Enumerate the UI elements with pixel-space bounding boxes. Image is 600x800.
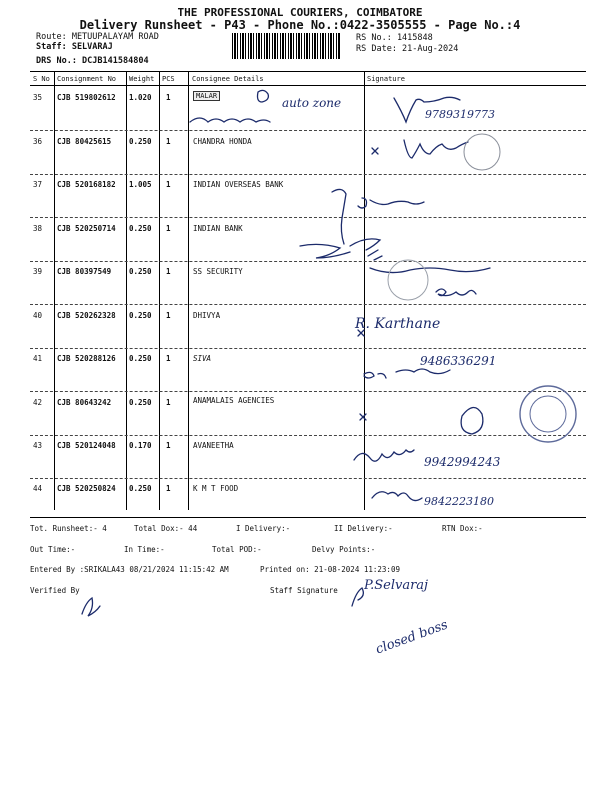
closed-note: closed boss [373, 617, 450, 658]
col-header-consignee: Consignee Details [192, 75, 264, 83]
i-delivery: I Delivery:- [236, 524, 291, 533]
in-time: In Time:- [124, 545, 165, 554]
row-sno: 44 [33, 484, 43, 493]
total-dox: Total Dox:- 44 [134, 524, 198, 533]
row-pcs: 1 [166, 398, 171, 407]
row-sno: 43 [33, 441, 43, 450]
row-sno: 36 [33, 137, 43, 146]
row-weight: 0.250 [129, 137, 152, 146]
row-consignment-no: CJB 520168182 [57, 180, 116, 189]
row-stamp: MALAR [193, 91, 220, 101]
row-weight: 0.250 [129, 224, 152, 233]
row-weight: 1.020 [129, 93, 152, 102]
col-header-weight: Weight [129, 75, 155, 83]
handwritten-name: auto zone [282, 96, 342, 110]
row-consignee: SS SECURITY [193, 267, 243, 276]
row-sno: 38 [33, 224, 43, 233]
drs-number: DRS No.: DCJB141584804 [36, 56, 149, 66]
row-consignee: INDIAN OVERSEAS BANK [193, 180, 284, 189]
col-header-signature: Signature [367, 75, 405, 83]
handwritten-phone: 9486336291 [420, 354, 497, 368]
rs-date: RS Date: 21-Aug-2024 [356, 44, 459, 54]
row-pcs: 1 [166, 484, 171, 493]
handwritten-phone: 9942994243 [424, 455, 501, 469]
staff-signature-label: Staff Signature [270, 586, 338, 595]
row-sno: 39 [33, 267, 43, 276]
col-header-pcs: PCS [162, 75, 175, 83]
row-consignment-no: CJB 519802612 [57, 93, 116, 102]
rtn-dox: RTN Dox:- [442, 524, 483, 533]
entered-by: Entered By :SRIKALA43 08/21/2024 11:15:42 AM [30, 565, 229, 574]
delvy-points: Delvy Points:- [312, 545, 376, 554]
row-sno: 42 [33, 398, 43, 407]
row-consignment-no: CJB 80397549 [57, 267, 112, 276]
row-pcs: 1 [166, 267, 171, 276]
printed-on: Printed on: 21-08-2024 11:23:09 [260, 565, 400, 574]
row-consignee: INDIAN BANK [193, 224, 243, 233]
ii-delivery: II Delivery:- [334, 524, 393, 533]
company-title: THE PROFESSIONAL COURIERS, COIMBATORE [177, 6, 423, 19]
verified-by: Verified By [30, 586, 80, 595]
row-consignment-no: CJB 520124048 [57, 441, 116, 450]
row-pcs: 1 [166, 441, 171, 450]
runsheet-title: Delivery Runsheet - P43 - Phone No.:0422-3505555 - Page No.:4 [79, 18, 521, 32]
row-pcs: 1 [166, 311, 171, 320]
route-label: Route: METUUPALAYAM ROAD [36, 32, 159, 42]
row-pcs: 1 [166, 224, 171, 233]
row-consignee: ANAMALAIS AGENCIES [193, 396, 275, 405]
total-pod: Total POD:- [212, 545, 262, 554]
rs-number: RS No.: 1415848 [356, 33, 433, 43]
row-sno: 41 [33, 354, 43, 363]
staff-label: Staff: SELVARAJ [36, 42, 113, 52]
row-consignment-no: CJB 520250824 [57, 484, 116, 493]
out-time: Out Time:- [30, 545, 76, 554]
row-weight: 0.250 [129, 484, 152, 493]
row-sno: 40 [33, 311, 43, 320]
col-header-sno: S No [33, 75, 50, 83]
row-pcs: 1 [166, 354, 171, 363]
row-consignee: AVANEETHA [193, 441, 234, 450]
row-pcs: 1 [166, 180, 171, 189]
col-header-consignment: Consignment No [57, 75, 117, 83]
tot-runsheet: Tot. Runsheet:- 4 [30, 524, 107, 533]
row-weight: 0.250 [129, 311, 152, 320]
row-sno: 35 [33, 93, 43, 102]
row-consignee: DHIVYA [193, 311, 221, 320]
staff-signature: P.Selvaraj [364, 578, 429, 593]
row-consignment-no: CJB 520262328 [57, 311, 116, 320]
row-sno: 37 [33, 180, 43, 189]
row-consignment-no: CJB 80425615 [57, 137, 112, 146]
handwritten-phone: 9789319773 [425, 108, 495, 121]
row-consignment-no: CJB 80643242 [57, 398, 112, 407]
row-weight: 0.250 [129, 354, 152, 363]
row-weight: 1.005 [129, 180, 152, 189]
row-consignee: CHANDRA HONDA [193, 137, 252, 146]
row-pcs: 1 [166, 137, 171, 146]
row-weight: 0.170 [129, 441, 152, 450]
handwritten-phone: 9842223180 [424, 495, 494, 508]
handwritten-name: R. Karthane [355, 316, 441, 332]
row-consignee: K M T FOOD [193, 484, 239, 493]
row-weight: 0.250 [129, 398, 152, 407]
row-weight: 0.250 [129, 267, 152, 276]
row-consignee: SIVA [193, 354, 212, 363]
row-consignment-no: CJB 520250714 [57, 224, 116, 233]
row-consignment-no: CJB 520288126 [57, 354, 116, 363]
row-pcs: 1 [166, 93, 171, 102]
